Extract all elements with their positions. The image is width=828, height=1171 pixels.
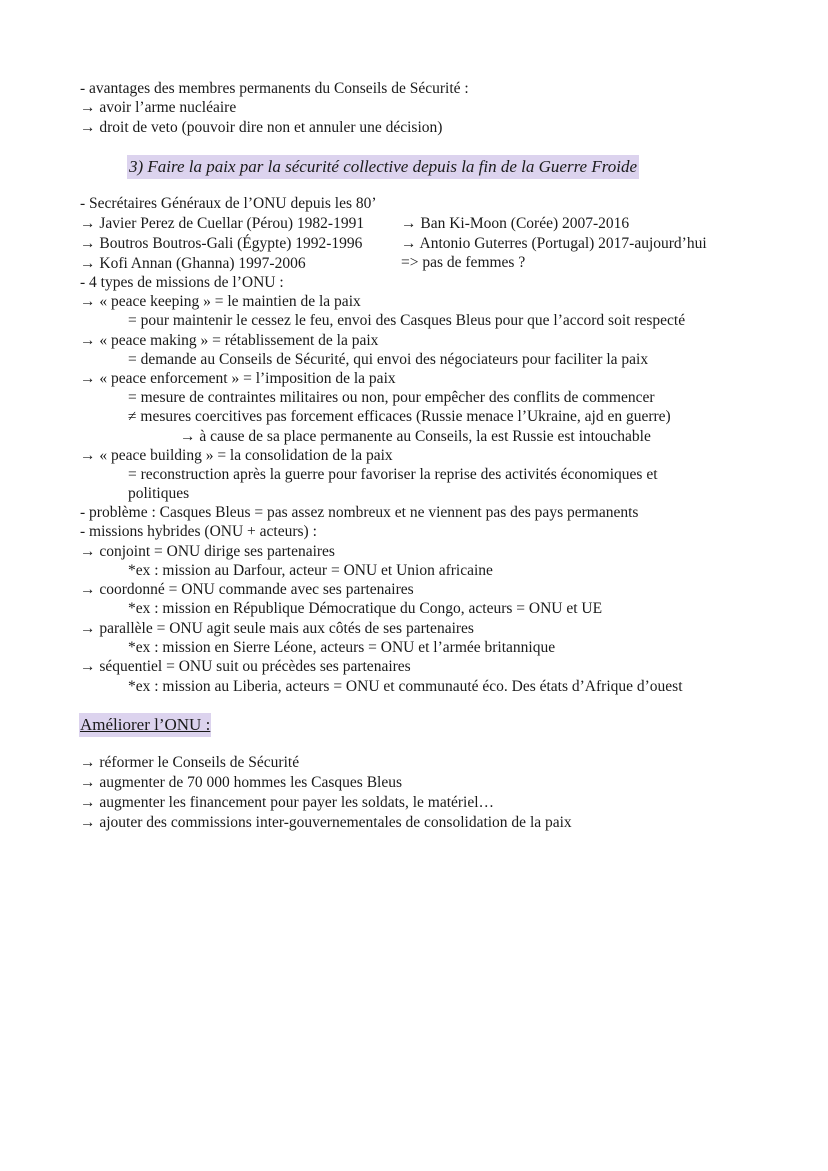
secretaire-item: → Kofi Annan (Ghanna) 1997-2006 [80, 255, 306, 272]
ameliorer-item: → augmenter de 70 000 hommes les Casques Bleus [80, 774, 403, 791]
hybride-type: → conjoint = ONU dirige ses partenaires [80, 543, 335, 560]
mission-type: → « peace enforcement » = l’imposition de la paix [80, 370, 396, 387]
intro-line: - avantages des membres permanents du Conseils de Sécurité : [80, 80, 469, 97]
ameliorer-item: → ajouter des commissions inter-gouvernementales de consolidation de la paix [80, 814, 572, 831]
ameliorer-item: → réformer le Conseils de Sécurité [80, 754, 300, 771]
section-3-heading: 3) Faire la paix par la sécurité collective depuis la fin de la Guerre Froide [127, 155, 639, 179]
hybride-type: → coordonné = ONU commande avec ses partenaires [80, 581, 414, 598]
mission-detail: ≠ mesures coercitives pas forcement efficaces (Russie menace l’Ukraine, ajd en guerre) [128, 408, 671, 425]
mission-type: → « peace building » = la consolidation de la paix [80, 447, 393, 464]
mission-detail: politiques [128, 485, 190, 502]
mission-type: → « peace making » = rétablissement de la paix [80, 332, 379, 349]
hybride-type: → parallèle = ONU agit seule mais aux côtés de ses partenaires [80, 620, 474, 637]
mission-detail: = demande au Conseils de Sécurité, qui envoi des négociateurs pour faciliter la paix [128, 351, 649, 368]
ameliorer-item: → augmenter les financement pour payer les soldats, le matériel… [80, 794, 495, 811]
secretaires-note: => pas de femmes ? [401, 254, 526, 271]
hybride-example: *ex : mission au Darfour, acteur = ONU et Union africaine [128, 562, 493, 579]
mission-detail: = reconstruction après la guerre pour favoriser la reprise des activités économiques et [128, 466, 658, 483]
intro-line: → droit de veto (pouvoir dire non et annuler une décision) [80, 119, 443, 136]
hybride-example: *ex : mission au Liberia, acteurs = ONU et communauté éco. Des états d’Afrique d’ouest [128, 678, 683, 695]
mission-detail: = mesure de contraintes militaires ou non, pour empêcher des conflits de commencer [128, 389, 655, 406]
hybride-example: *ex : mission en Sierre Léone, acteurs = ONU et l’armée britannique [128, 639, 556, 656]
mission-type: → « peace keeping » = le maintien de la paix [80, 293, 361, 310]
hybrides-header: - missions hybrides (ONU + acteurs) : [80, 523, 317, 540]
mission-detail: → à cause de sa place permanente au Conseils, la est Russie est intouchable [180, 428, 651, 445]
ameliorer-heading: Améliorer l’ONU : [79, 713, 211, 737]
secretaire-item: → Ban Ki-Moon (Corée) 2007-2016 [401, 215, 630, 232]
secretaire-item: → Antonio Guterres (Portugal) 2017-aujourd’hui [401, 235, 707, 252]
mission-detail: = pour maintenir le cessez le feu, envoi des Casques Bleus pour que l’accord soit respecté [128, 312, 686, 329]
secretaire-item: → Boutros Boutros-Gali (Égypte) 1992-1996 [80, 235, 363, 252]
hybride-example: *ex : mission en République Démocratique du Congo, acteurs = ONU et UE [128, 600, 603, 617]
secretaires-header: - Secrétaires Généraux de l’ONU depuis les 80’ [80, 195, 377, 212]
probleme-line: - problème : Casques Bleus = pas assez nombreux et ne viennent pas des pays permanents [80, 504, 639, 521]
secretaire-item: → Javier Perez de Cuellar (Pérou) 1982-1991 [80, 215, 365, 232]
hybride-type: → séquentiel = ONU suit ou précèdes ses partenaires [80, 658, 411, 675]
intro-line: → avoir l’arme nucléaire [80, 99, 237, 116]
missions-header: - 4 types de missions de l’ONU : [80, 274, 284, 291]
